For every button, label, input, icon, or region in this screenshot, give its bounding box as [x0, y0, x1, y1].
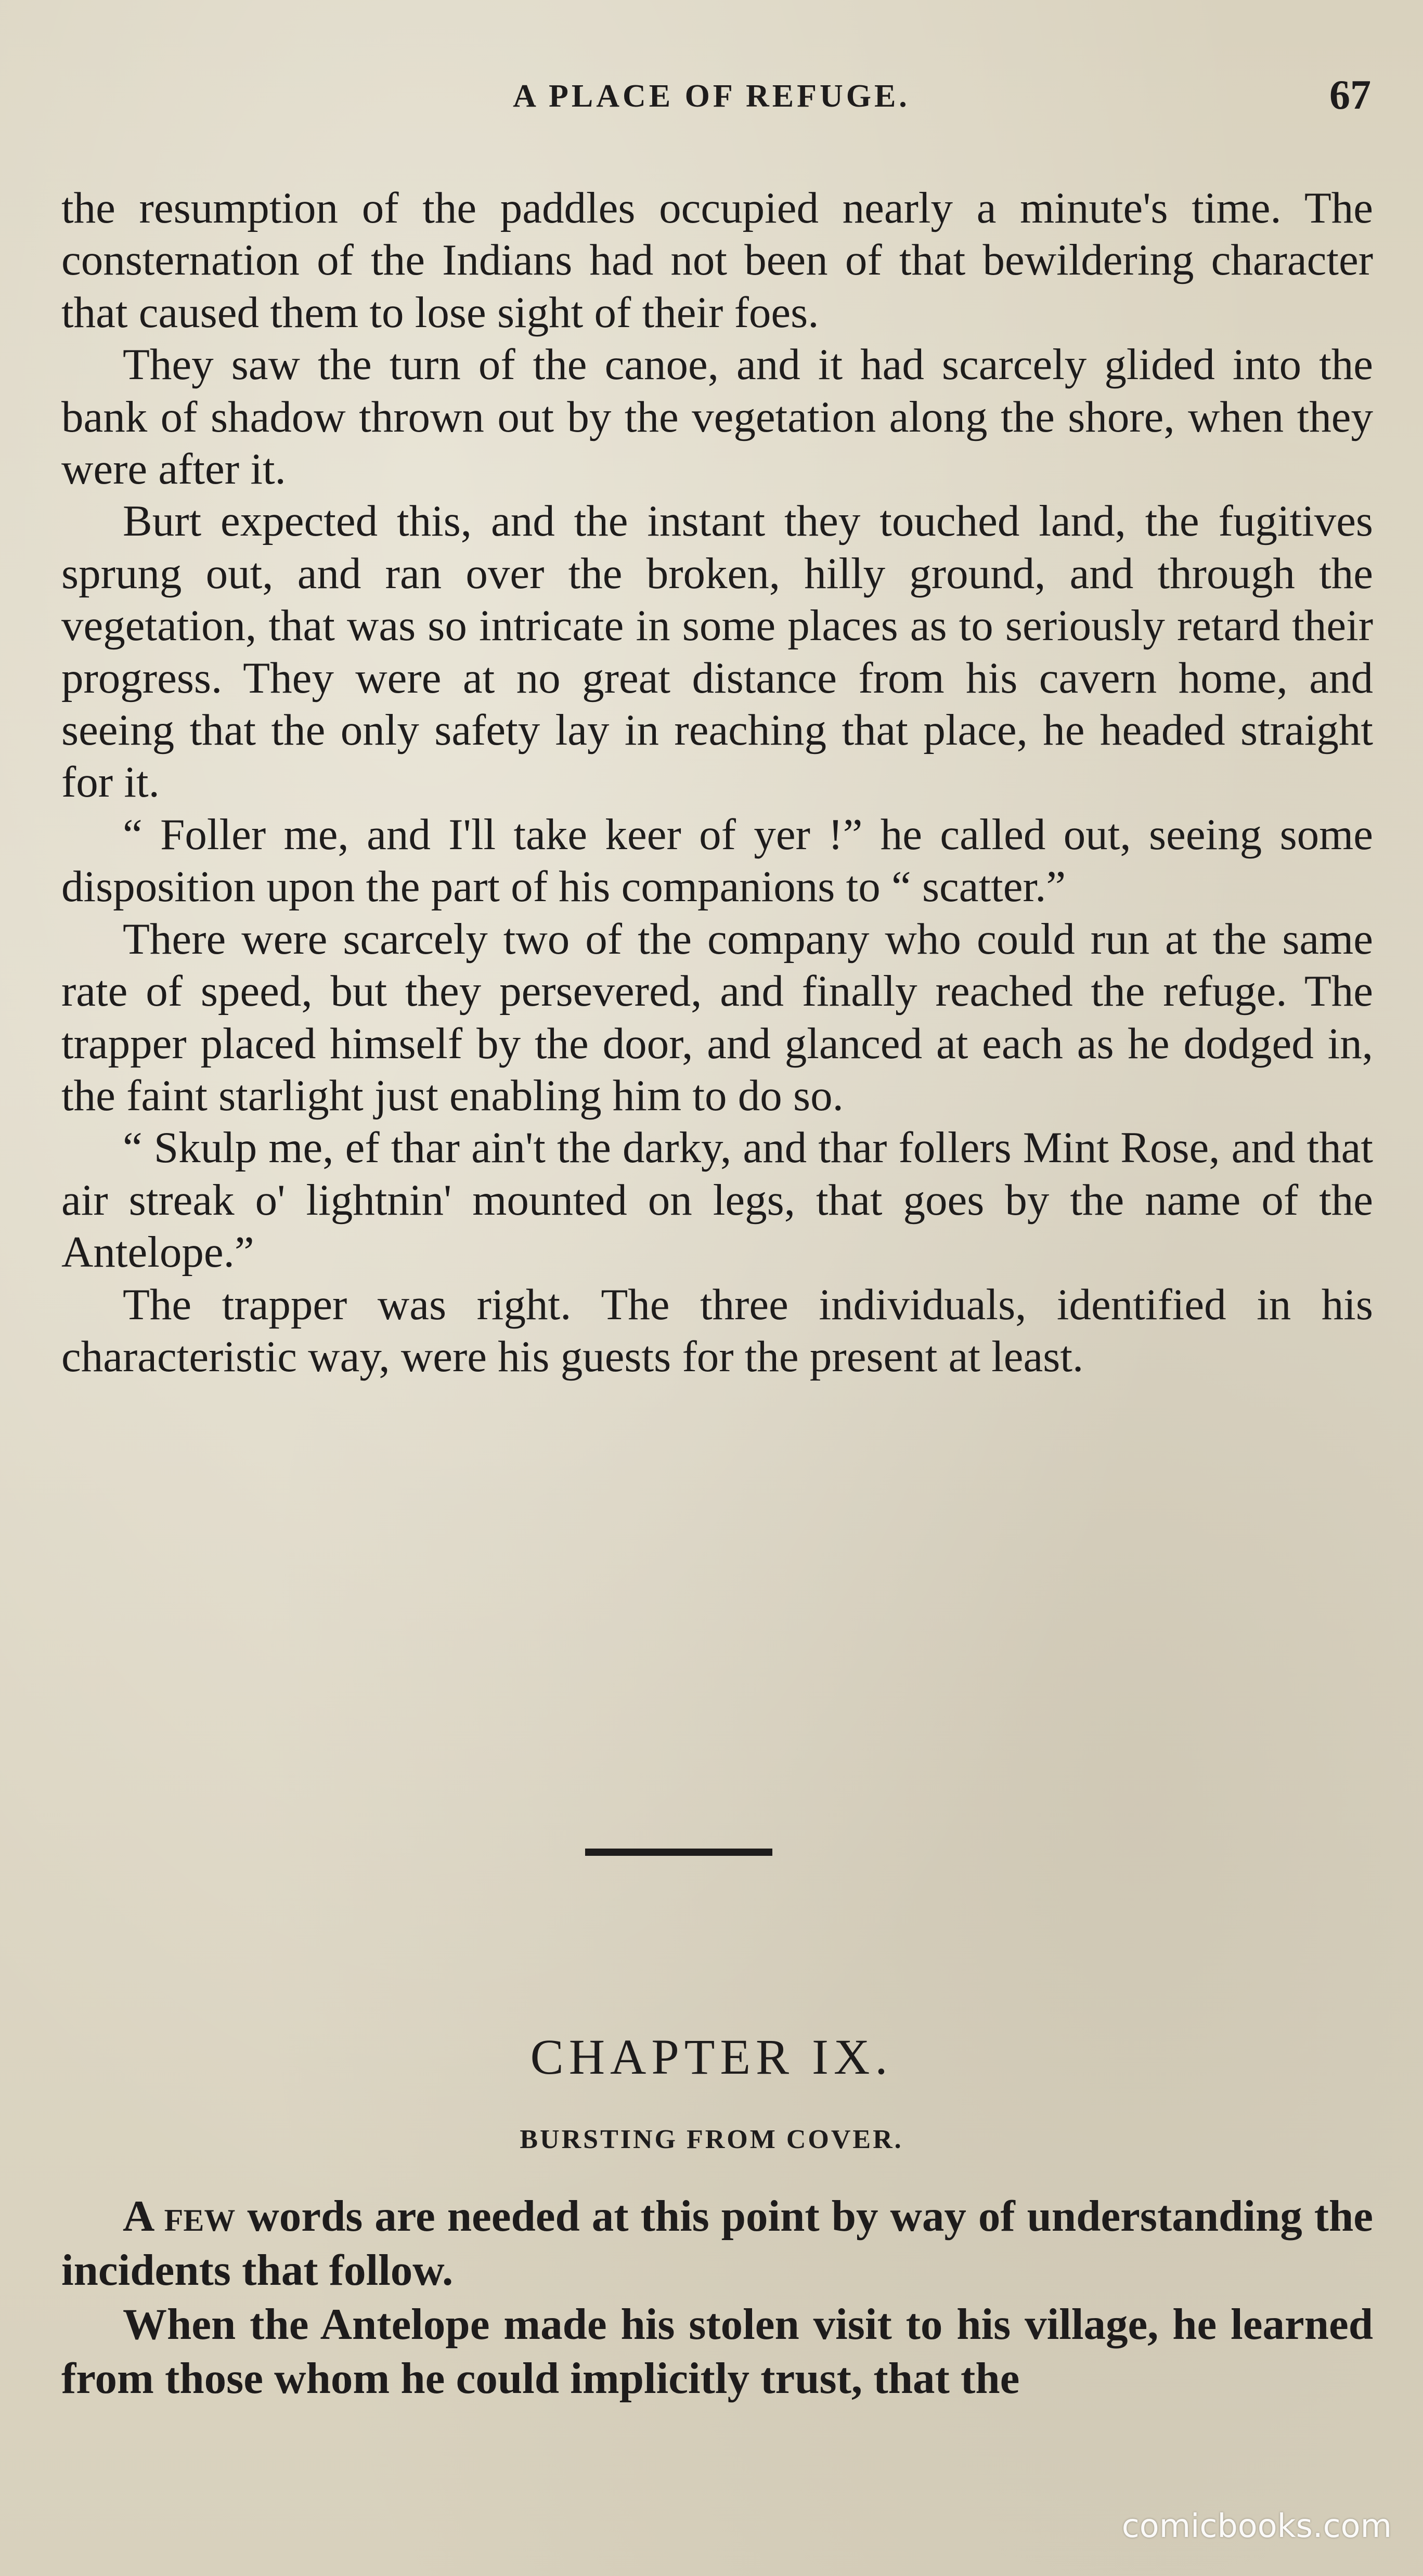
paragraph: There were scarcely two of the company who could run at the same rate of speed, but they persevered, and finally reached the refuge. The trapper placed himself by the door, and glanced at each as he dodged in, the faint starlight just enabling him to do so. — [61, 914, 1373, 1120]
chapter-paragraph: When the Antelope made his stolen visit to his village, he learned from those whom he could implicitly trust, that the — [61, 2300, 1373, 2403]
paragraph: The trapper was right. The three individuals, identified in his characteristic way, were his guests for the present at least. — [61, 1280, 1373, 1381]
paragraph: “ Skulp me, ef thar ain't the darky, and thar follers Mint Rose, and that air streak o' lightnin' mounted on legs, that goes by the name of the Antelope.” — [61, 1123, 1373, 1277]
chapter-paragraph — [61, 2189, 1373, 2297]
paragraph: They saw the turn of the canoe, and it had scarcely glided into the bank of shadow thrown out by the vegetation along the shore, when they were after it. — [61, 340, 1373, 494]
paragraph: the resumption of the paddles occupied nearly a minute's time. The consternation of the Indians had not been of that bewildering character that caused them to lose sight of their foes. — [61, 184, 1373, 337]
paragraph: Burt expected this, and the instant they touched land, the fugitives sprung out, and ran over the broken, hilly ground, and through the vegetation, that was so intricate in some places as to seriously retard their progress. They were at no great distance from his cavern home, and seeing that the only safety lay in reaching that place, he headed straight for it. — [61, 497, 1373, 807]
page-number: 67 — [1329, 72, 1371, 118]
section-divider-rule — [585, 1849, 772, 1856]
paragraph: “ Foller me, and I'll take keer of yer !” he called out, seeing some disposition upon the part of his companions to “ scatter.” — [61, 810, 1373, 912]
chapter-subtitle: BURSTING FROM COVER. — [520, 2125, 903, 2154]
chapter-text — [61, 2189, 1373, 2405]
chapter-title: CHAPTER IX. — [530, 2029, 893, 2085]
watermark: comicbooks.com — [1121, 2507, 1392, 2545]
running-head: A PLACE OF REFUGE. — [513, 79, 910, 114]
body-text — [61, 182, 1373, 1383]
opening-word: A few — [123, 2192, 236, 2241]
chapter-paragraph-text: words are needed at this point by way of understanding the incidents that follow. — [61, 2192, 1374, 2295]
